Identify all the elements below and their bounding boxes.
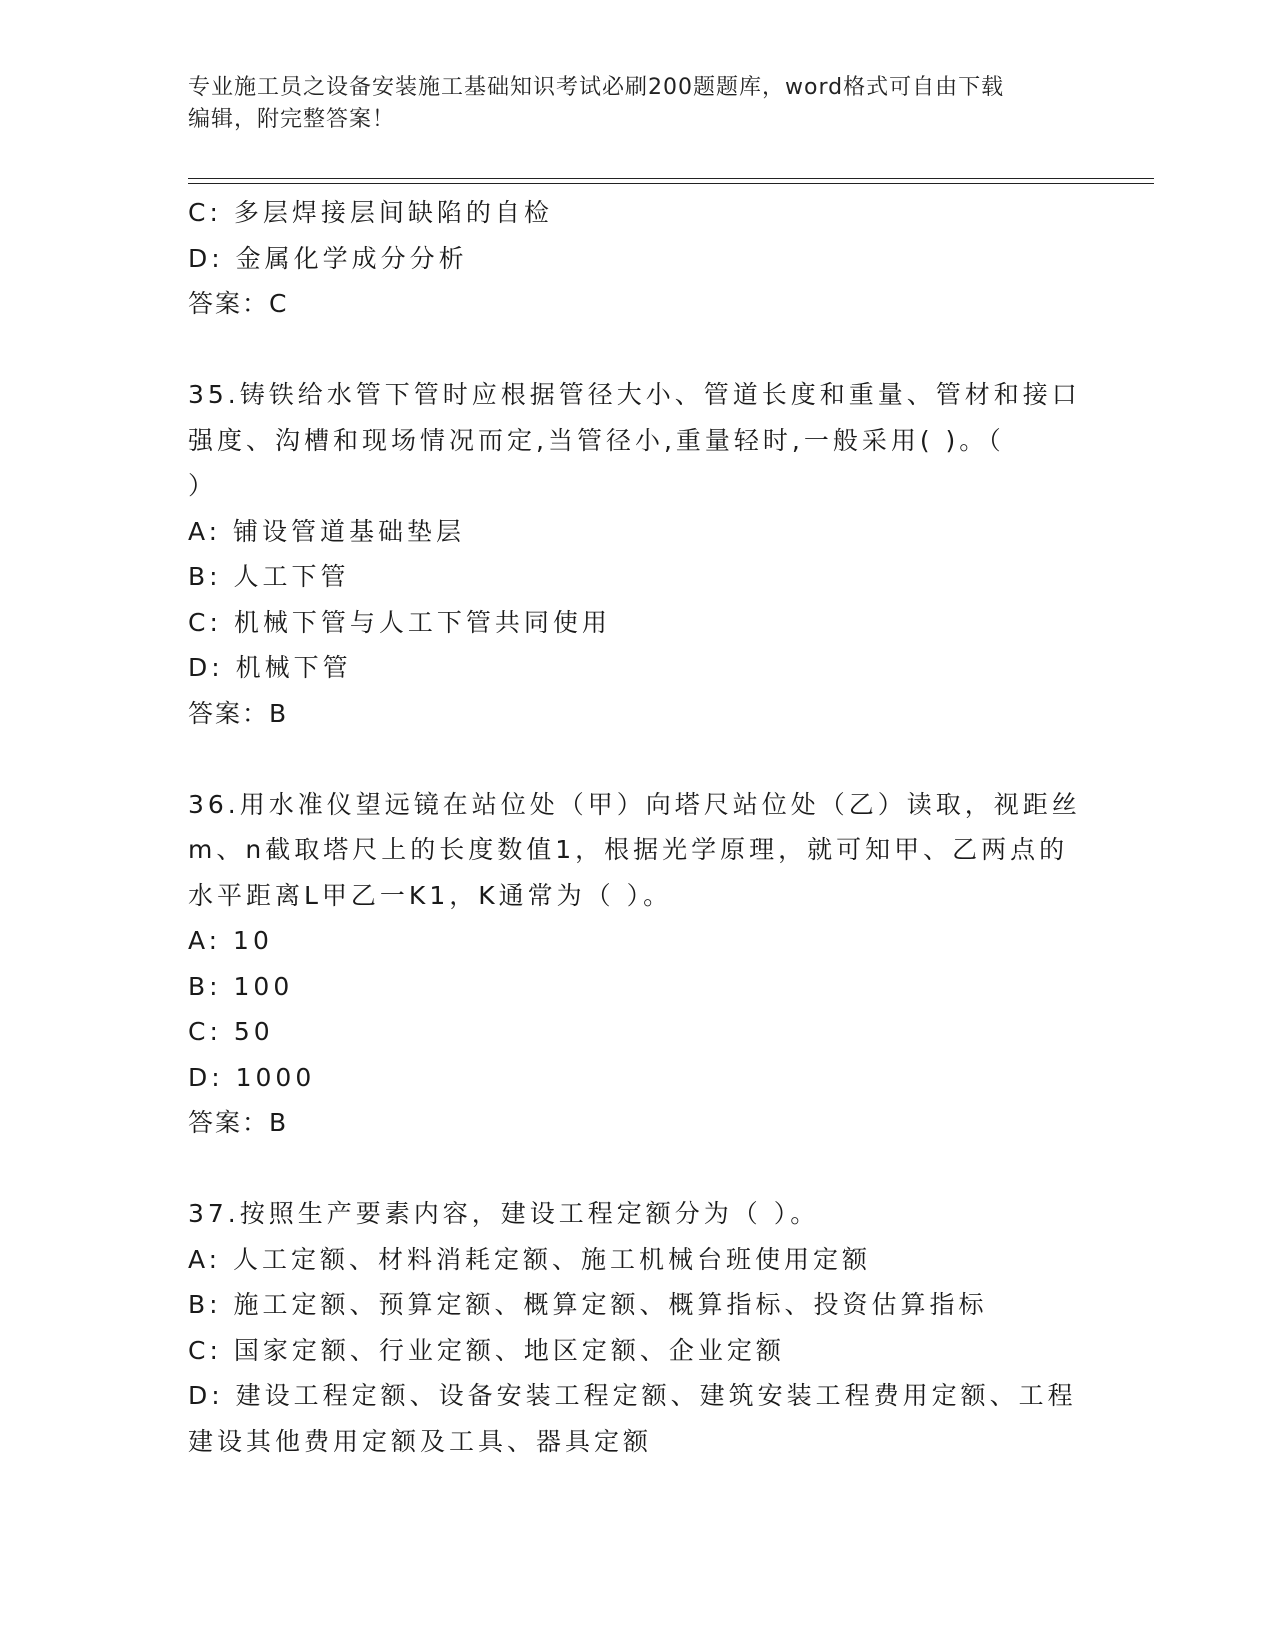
header-title-line-1: 专业施工员之设备安装施工基础知识考试必刷200题题库，word格式可自由下载 [188,75,1005,100]
question-block-37 [188,1191,1088,1464]
question-text-line: m、n截取塔尺上的长度数值1，根据光学原理，就可知甲、乙两点的 [188,835,1069,864]
spacer [188,736,1088,782]
question-block-36 [188,782,1088,1146]
question-text-line: 强度、沟槽和现场情况而定,当管径小,重量轻时,一般采用( )。（ [188,425,1005,455]
question-text-line: 36.用水准仪望远镜在站位处（甲）向塔尺站位处（乙）读取，视距丝 [188,789,1081,819]
option-b: B: 100 [188,971,294,1001]
question-text-line: 37.按照生产要素内容，建设工程定额分为（ ）。 [188,1199,820,1228]
option-d: D: 金属化学成分分析 [188,243,468,273]
option-d-continuation: 建设其他费用定额及工具、器具定额 [188,1426,653,1456]
answer-label: 答案：B [188,1108,289,1137]
option-c: C: 多层焊接层间缺陷的自检 [188,198,553,227]
question-block-34 [188,190,1088,327]
option-c: C: 机械下管与人工下管共同使用 [188,607,611,637]
header-divider-bottom [188,183,1154,184]
option-c: C: 国家定额、行业定额、地区定额、企业定额 [188,1335,785,1365]
option-d: D: 建设工程定额、设备安装工程定额、建筑安装工程费用定额、工程 [188,1381,1077,1410]
option-d: D: 机械下管 [188,653,352,682]
option-a: A: 铺设管道基础垫层 [188,516,466,546]
question-text-line: 水平距离L甲乙一K1，K通常为（ ）。 [188,880,673,910]
spacer [188,1146,1088,1192]
header-divider-top [188,178,1154,179]
header-title-line-2: 编辑，附完整答案！ [188,107,396,132]
question-block-35 [188,372,1088,736]
question-text-line: ） [188,471,218,500]
option-b: B: 施工定额、预算定额、概算定额、概算指标、投资估算指标 [188,1290,988,1319]
document-header [188,72,1068,136]
option-a: A: 人工定额、材料消耗定额、施工机械台班使用定额 [188,1244,872,1274]
option-b: B: 人工下管 [188,562,350,591]
answer-label: 答案：C [188,289,289,318]
question-text-line: 35.铸铁给水管下管时应根据管径大小、管道长度和重量、管材和接口 [188,380,1081,409]
option-d: D: 1000 [188,1062,316,1092]
question-list [188,190,1088,1464]
spacer [188,327,1088,373]
answer-label: 答案：B [188,698,289,728]
option-c: C: 50 [188,1017,274,1046]
option-a: A: 10 [188,926,273,955]
